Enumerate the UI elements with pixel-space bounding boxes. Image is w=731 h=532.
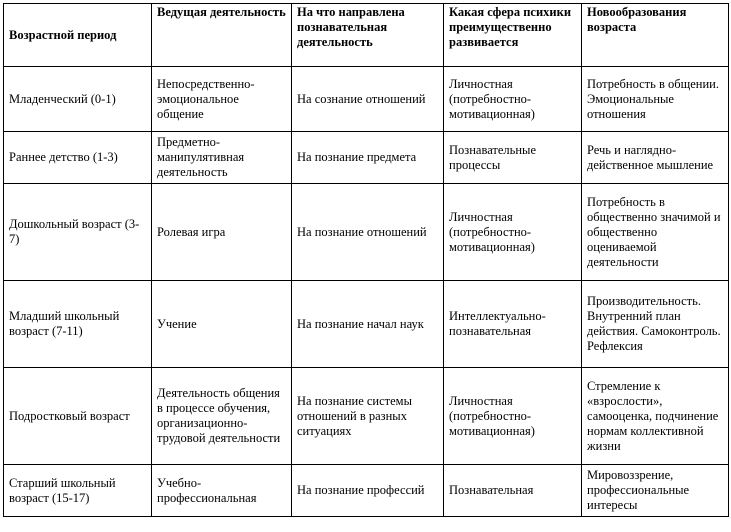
cell-age-period: Дошкольный возраст (3-7) [4,184,152,281]
cell-psyche-sphere: Интеллектуально-познавательная [444,281,582,368]
header-leading-activity: Ведущая деятельность [152,4,292,67]
cell-psyche-sphere: Личностная (потребностно-мотивационная) [444,67,582,132]
table-header-row [4,4,729,67]
cell-age-period: Младенческий (0-1) [4,67,152,132]
cell-leading-activity: Непосредственно-эмоциональное общение [152,67,292,132]
cell-cognitive-focus: На познание отношений [292,184,444,281]
cell-psyche-sphere: Познавательные процессы [444,132,582,184]
cell-leading-activity: Деятельность общения в процессе обучения, организационно-трудовой деятельности [152,368,292,465]
cell-cognitive-focus: На познание профессий [292,465,444,517]
cell-age-period: Младший школьный возраст (7-11) [4,281,152,368]
header-neoformations: Новообразования возраста [582,4,729,67]
cell-neoformations: Стремление к «взрослости», самооценка, подчинение нормам коллективной жизни [582,368,729,465]
table-row [4,465,729,517]
cell-neoformations: Потребность в общении. Эмоциональные отношения [582,67,729,132]
header-psyche-sphere: Какая сфера психики преимущественно развивается [444,4,582,67]
table-row [4,368,729,465]
table-row [4,281,729,368]
age-periods-table [3,3,729,517]
cell-cognitive-focus: На познание системы отношений в разных ситуациях [292,368,444,465]
cell-psyche-sphere: Познавательная [444,465,582,517]
cell-neoformations: Мировоззрение, профессиональные интересы [582,465,729,517]
cell-cognitive-focus: На сознание отношений [292,67,444,132]
cell-cognitive-focus: На познание начал наук [292,281,444,368]
cell-age-period: Подростковый возраст [4,368,152,465]
cell-age-period: Раннее детство (1-3) [4,132,152,184]
table-row [4,184,729,281]
header-age-period: Возрастной период [4,4,152,67]
cell-leading-activity: Предметно-манипулятивная деятельность [152,132,292,184]
cell-age-period: Старший школьный возраст (15-17) [4,465,152,517]
cell-leading-activity: Ролевая игра [152,184,292,281]
cell-leading-activity: Учебно-профессиональная [152,465,292,517]
cell-psyche-sphere: Личностная (потребностно-мотивационная) [444,368,582,465]
table-row [4,67,729,132]
header-cognitive-focus: На что направлена познавательная деятельность [292,4,444,67]
cell-cognitive-focus: На познание предмета [292,132,444,184]
cell-leading-activity: Учение [152,281,292,368]
cell-neoformations: Речь и наглядно-действенное мышление [582,132,729,184]
cell-neoformations: Производительность. Внутренний план действия. Самоконтроль. Рефлексия [582,281,729,368]
cell-neoformations: Потребность в общественно значимой и общественно оцениваемой деятельности [582,184,729,281]
cell-psyche-sphere: Личностная (потребностно-мотивационная) [444,184,582,281]
table-row [4,132,729,184]
